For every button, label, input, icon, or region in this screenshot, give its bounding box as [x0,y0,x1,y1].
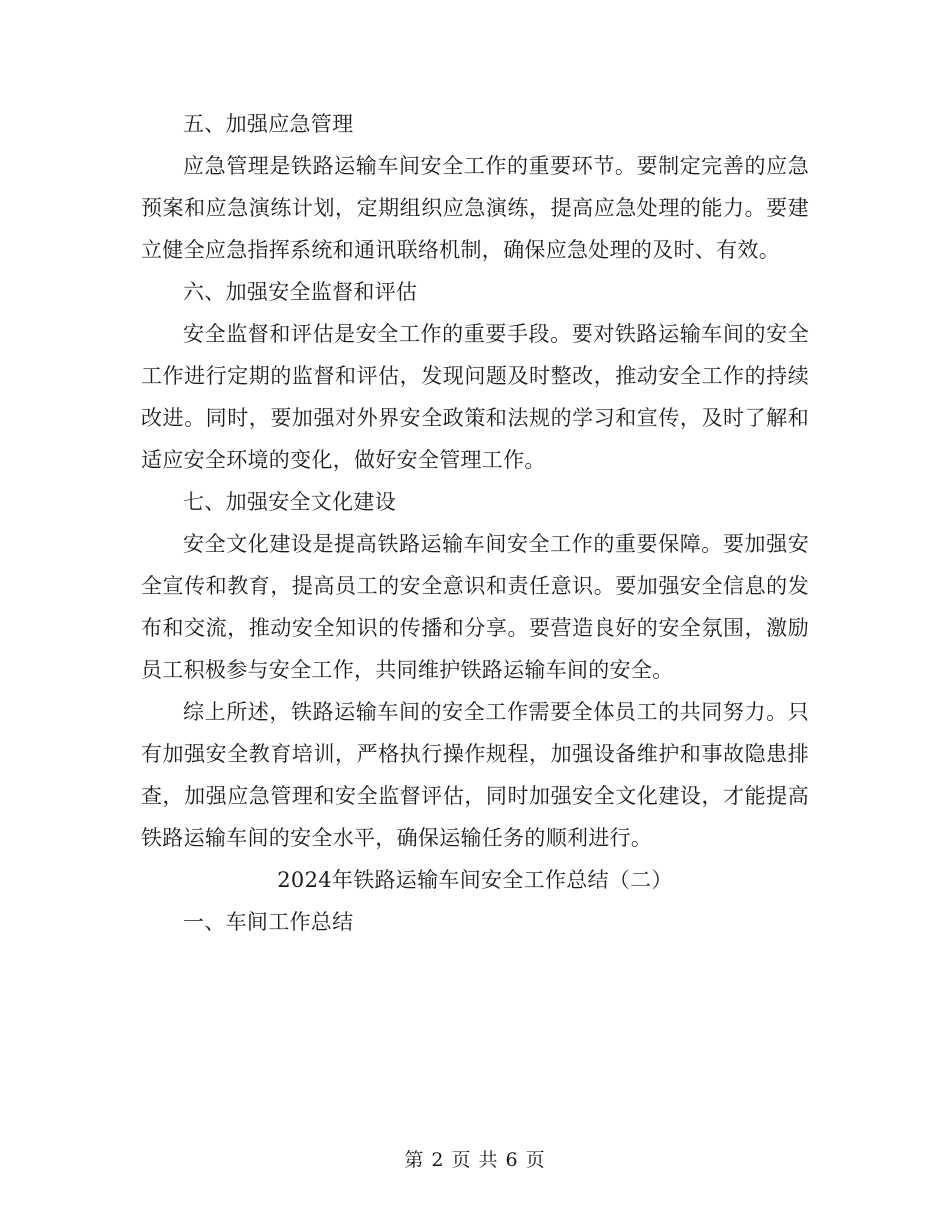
section-heading: 六、加强安全监督和评估 [183,280,418,304]
document-body [141,103,809,943]
body-paragraph: 安全文化建设是提高铁路运输车间安全工作的重要保障。要加强安全宣传和教育，提高员工的安全意识和责任意识。要加强安全信息的发布和交流，推动安全知识的传播和分享。要营造良好的安全氛围，激励员工积极参与安全工作，共同维护铁路运输车间的安全。 [141,532,809,682]
page-number-footer: 第 2 页 共 6 页 [404,1149,546,1171]
document-title: 2024年铁路运输车间安全工作总结（二） [277,868,673,892]
section-heading: 七、加强安全文化建设 [183,490,396,514]
body-paragraph: 安全监督和评估是安全工作的重要手段。要对铁路运输车间的安全工作进行定期的监督和评估，发现问题及时整改，推动安全工作的持续改进。同时，要加强对外界安全政策和法规的学习和宣传，及时了解和适应安全环境的变化，做好安全管理工作。 [141,322,809,472]
section-heading: 五、加强应急管理 [183,112,354,136]
body-paragraph: 应急管理是铁路运输车间安全工作的重要环节。要制定完善的应急预案和应急演练计划，定期组织应急演练，提高应急处理的能力。要建立健全应急指挥系统和通讯联络机制，确保应急处理的及时、有效。 [141,154,809,262]
section-heading: 一、车间工作总结 [183,910,354,934]
conclusion-paragraph: 综上所述，铁路运输车间的安全工作需要全体员工的共同努力。只有加强安全教育培训，严格执行操作规程，加强设备维护和事故隐患排查，加强应急管理和安全监督评估，同时加强安全文化建设，才能提高铁路运输车间的安全水平，确保运输任务的顺利进行。 [141,700,809,850]
